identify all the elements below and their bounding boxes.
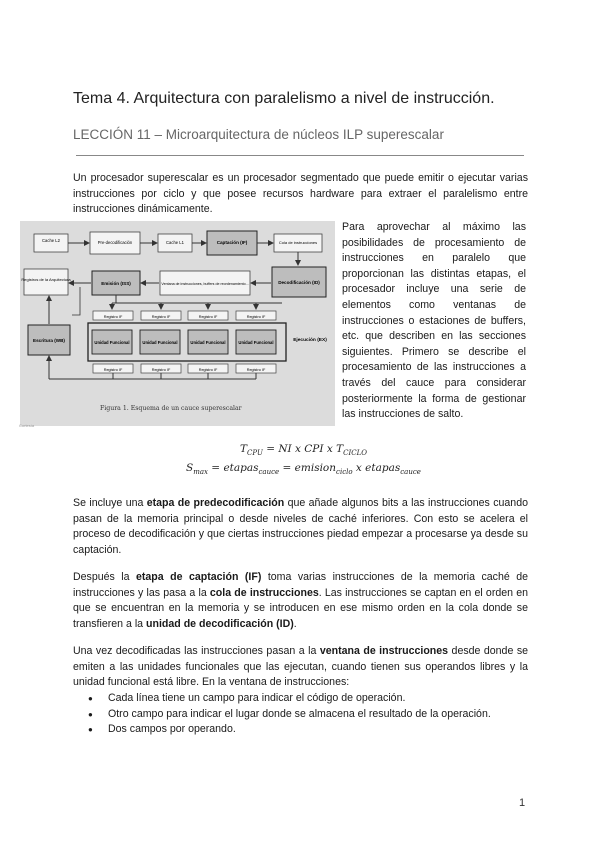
fig-writeback: Escritura (WB): [33, 338, 65, 343]
fig-execute: Ejecución (EX): [293, 338, 327, 343]
fig-fetch: Captación (IF): [216, 240, 248, 245]
fig-reg-if-8: Registro IF: [246, 368, 266, 372]
fig-issue: Emisión (ISS): [101, 281, 131, 286]
window-fields-list: [88, 691, 491, 738]
fig-caption: Figura 1. Esquema de un cauce superescalar: [100, 405, 242, 412]
fig-decode: Decodificación (ID): [278, 280, 320, 285]
fig-reg-if-7: Registro IF: [198, 368, 218, 372]
fetch-paragraph: Después la etapa de captación (IF) toma varias instrucciones de la memoria caché de instrucciones y las pasa a la cola de instrucciones. Las instrucciones se captan en el orden en que se encuentran en la memoria y se introducen en ese mismo orden en la cola donde se transfieren a la unidad de decodificación (ID).: [73, 571, 529, 630]
side-paragraph: Para aprovechar al máximo las posibilidades de procesamiento de instrucciones en paralelo que proporcionan las distintas etapas, el procesador incluye una serie de elementos como ventanas de instrucciones o estaciones de buffers, etc. que describen en las secciones siguientes. Primero se describe el procesamiento de las instrucciones a través del cauce para considerar posteriormente la forma de gestionar las instrucciones de salto.: [342, 221, 526, 421]
fig-window: Ventana de instrucciones, buffers de reordenamiento...: [161, 282, 249, 286]
fig-regs-arch: Registros de la Arquitectura: [21, 277, 71, 282]
fig-unit-3: Unidad Funcional: [190, 340, 226, 345]
figure-credit: Cortesía: [19, 423, 35, 428]
formula-tcpu: $T_{CPU}$ = NI x CPI x $T_{CICLO}$: [240, 443, 367, 458]
fig-predecode: Pre-decodificación: [97, 240, 133, 245]
formula-smax: $S_{max}$ = etapas$_{cauce}$ = emision$_{ciclo}$ x etapas$_{cauce}$: [186, 462, 421, 477]
intro-paragraph: Un procesador superescalar es un procesador segmentado que puede emitir o ejecutar varias instrucciones por ciclo y que posee recursos hardware para extraer el paralelismo entre instrucciones dinámicamente.: [73, 172, 528, 216]
window-paragraph: Una vez decodificadas las instrucciones pasan a la ventana de instrucciones desde donde se emiten a las unidades funcionales que las ejecutan, cuando tienen sus operandos libres y la unidad funcional está libre. En la ventana de instrucciones:: [73, 645, 529, 689]
fig-unit-2: Unidad Funcional: [142, 340, 178, 345]
fig-reg-if-5: Registro IF: [103, 368, 123, 372]
fig-queue: Cola de instrucciones: [278, 240, 318, 245]
fig-reg-if-6: Registro IF: [151, 368, 171, 372]
fig-unit-1: Unidad Funcional: [94, 340, 130, 345]
fig-reg-if-1: Registro IF: [103, 315, 123, 319]
fig-cache-l1: Cache L1: [166, 240, 184, 245]
divider: [76, 155, 524, 156]
fig-unit-4: Unidad Funcional: [238, 340, 274, 345]
page-title: Tema 4. Arquitectura con paralelismo a nivel de instrucción.: [73, 90, 495, 107]
pipeline-figure: [20, 221, 335, 426]
list-item: ● Otro campo para indicar el lugar donde se almacena el resultado de la operación.: [108, 707, 491, 723]
lesson-subtitle: LECCIÓN 11 – Microarquitectura de núcleos ILP superescalar: [73, 127, 444, 142]
fig-cache-l2: Cache L2: [42, 238, 60, 243]
fig-reg-if-3: Registro IF: [198, 315, 218, 319]
fig-reg-if-4: Registro IF: [246, 315, 266, 319]
list-item: ● Cada línea tiene un campo para indicar el código de operación.: [108, 691, 491, 707]
list-item: ● Dos campos por operando.: [108, 722, 491, 738]
predecode-paragraph: Se incluye una etapa de predecodificación que añade algunos bits a las instrucciones cuando pasan de la memoria principal o desde niveles de caché inferiores. Con esto se acelera el proceso de decodificación y que ciertas instrucciones piedad empezar a procesarse ya desde su captación.: [73, 497, 528, 556]
page-number: 1: [519, 797, 526, 809]
fig-reg-if-2: Registro IF: [151, 315, 171, 319]
